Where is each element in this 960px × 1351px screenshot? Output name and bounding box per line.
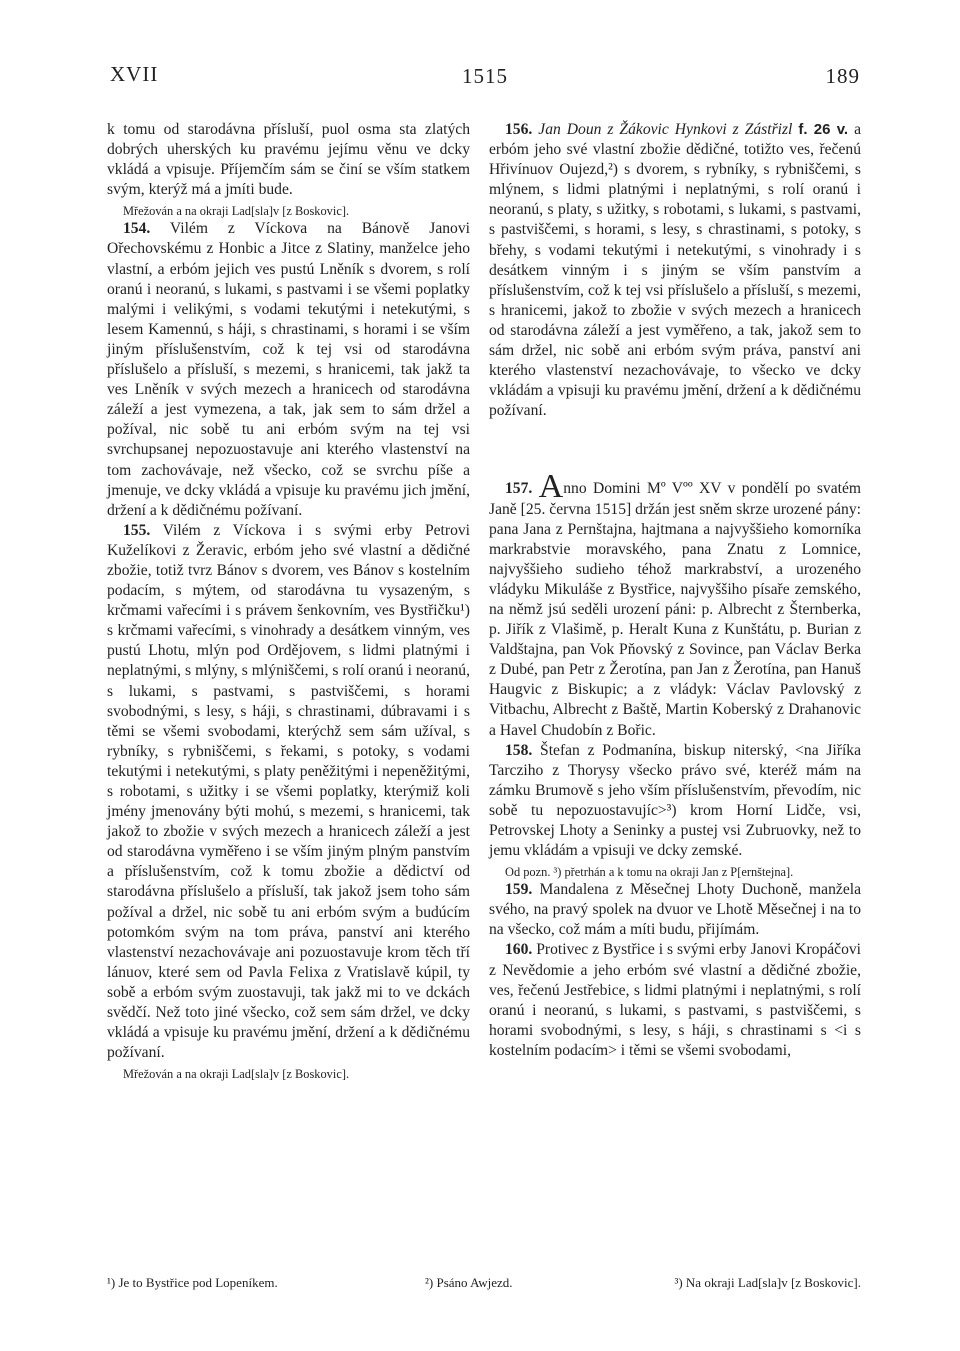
entry-155: [107, 521, 470, 1064]
entry-154-number: 154.: [123, 220, 151, 238]
entry-157: [489, 468, 861, 740]
entry-159-text: Mandalena z Měsečnej Lhoty Duchoně, manžela svého, na pravý spolek na dvuor ve Lhotě Měsečnej i na to na všecko, což mám a míti budu, přijímám.: [489, 881, 861, 939]
entry-160: [489, 940, 861, 1061]
entry-157-number: 157.: [505, 480, 533, 498]
entry-156-heading: Jan Doun z Žákovic Hynkovi z Zástřizl: [538, 121, 793, 138]
entry-159-number: 159.: [505, 881, 533, 899]
right-column: [489, 120, 861, 1061]
left-column: [107, 120, 470, 1082]
page-number: 189: [825, 64, 860, 88]
entry-154: [107, 219, 470, 520]
footnote-3: ³) Na okraji Lad[sla]v [z Boskovic].: [674, 1275, 861, 1290]
entry-155-number: 155.: [123, 521, 151, 539]
entry-159: [489, 880, 861, 940]
entry-155-text: Vilém z Víckova i s svými erby Petrovi Kuželíkovi z Žeravic, erbóm jeho své vlastní a dědičné zbožie, totiž tvrz Bánov s dvorem, ves Bánov s kostelním podacím, s mýtem, od starodávna tu vysazeným, s krčmami vařecími i s právem šenkovním, ves Bystřičku¹) s krčmami vařecími, s vinohrady a desátkem vinným, ves pustú Lhotu, mlýn pod Ordějovem, s lidmi platnými i neplatnými, s mlýny, s mlýniščemi, s rolí oranú i neoranú, s lukami, s pastvami, s pastviščemi, s horami svobodnými, s lesy, s háji, s chrastinami, dúbravami i s těmi se všemi svobodami, kterýchž sem sám užíval, s rybníky, s rybniščemi, s řekami, s potoky, s vodami tekutými i netekutými, s platy peněžitými i nepeněžitými, s robotami, s užitky i se všemi poplatky, kterýmiž koli jmény jmenovány býti mohú, s mezemi, s hranicemi, tak jakož to zbožie v svých mezech a hranicech záleží a jest od starodávna vyměřeno i se vším jiným plným panstvím a příslušenstvím, což k tomu zbožie a dědictví od starodávna příslušelo a přísluší, tak jakož jsem toho sám požíval a držel, nic sobě tu ani erbóm svým a budúcím potomkóm svým na tom práva, panství ani kterého vlastenství nezachovávaje ani pozuostavuje krom těch tří lánuov, které sem od Pavla Felixa z Vratislavě kúpil, ty sobě a erbóm svým zuostavuji, tak jakž mi to ve dckách svědčí. Než toto jiné všecko, což sem sám držel, ve dcky vkládá a vpisuje ku pravému jmění, držení a k dědičnému požívaní.: [107, 521, 470, 1062]
entry-156-text: a erbóm jeho své vlastní zbožie dědičné, totižto ves, řečenú Hřivínuov Oujezd,²) s dvorem, s rybníky, s rybniščemi, s mlýnem, s lidmi platnými i neplatnými, s rolí oranú i neoranú, s platy, s užitky, s robotami, s lukami, s pastvami, s pastviščemi, s horami, s lesy, s chrastinami, s potoky, s břehy, s vodami tekutými i netekutými, s vinohrady i s desátkem vinným i s jiným se vším panstvím a příslušenstvím, což k tej vsi příslušelo a přísluší, s mezemi, s hranicemi, jakož to zbožie v svých mezech a hranicech od starodávna záleží a jest vyměřeno, a tak, jakož sem to sám držel, nic sobě ani erbóm svým práva, panství ani kterého vlastenství nezachovávaje, to všecko ve dcky vkládám a vpisuji ku pravému jmění, držení a k dědičnému požívaní.: [489, 121, 862, 420]
entry-157-initial: A: [538, 468, 564, 506]
entry-158-note: Od pozn. ³) přetrhán a k tomu na okraji Jan z P[ernštejna].: [505, 865, 794, 880]
entry-160-text: Protivec z Bystřice i s svými erby Janovi Kropáčovi z Nevědomie a jeho erbóm své vlastní a dědičné zbožie, ves, řečenú Jestřebice, s lidmi platnými i neplatnými, s rolí oranú i neoranú, s lukami, s pastvami, s pastviščemi, s horami svobodnými, s lesy, s háji, s chrastinami s <i s kostelním podacím> i těmi se všemi svobodami,: [489, 941, 862, 1059]
footnote-1: ¹) Je to Bystřice pod Lopeníkem.: [107, 1275, 278, 1290]
page-header: [110, 62, 860, 92]
entry-158: [489, 741, 861, 862]
entry-153-continuation: k tomu od starodávna přísluší, puol osma sta zlatých dobrých uherských ku pravému jejímu věnu ve dcky vkládá a vpisuje. Příjemčím sám se činí se vším statkem svým, kterýž má a jmíti bude.: [107, 121, 470, 199]
entry-156: [489, 120, 861, 421]
entry-160-number: 160.: [505, 941, 533, 959]
folio-marker: f. 26 v.: [798, 121, 849, 138]
footnote-2: ²) Psáno Awjezd.: [425, 1275, 513, 1290]
entry-153-note: Mřežován a na okraji Lad[sla]v [z Boskovic].: [123, 204, 350, 219]
entry-157-text: nno Domini Mº Vºº XV v pondělí po svatém Janě [25. června 1515] držán jest sněm skrze urozené pány: pana Jana z Pernštajna, hajtmana a najvyššieho komorníka markrabstvie moravského, pana Znatu z Lomnice, najvyššieho sudieho téhož markrabství, a urozeného vládyku Mikuláše z Bystřice, najvyššiho písaře zemského, na němž jsú seděli urození páni: p. Albrecht z Šternberka, p. Jiřík z Vlašimě, p. Heralt Kuna z Kunštátu, p. Burian z Valdštajna, pan Vok Pňovský z Sovince, pan Václav Berka z Dubé, pan Petr z Žerotína, pan Jan z Žerotína, pan Hanuš Haugvic z Biskupic; a z vládyk: Václav Pavlovský z Vitbachu, Albrecht z Baště, Martin Koberský z Drahanovic a Havel Chudobín z Bořic.: [489, 480, 861, 739]
entry-155-note: Mřežován a na okraji Lad[sla]v [z Boskovic].: [123, 1067, 350, 1082]
volume-number: XVII: [110, 62, 159, 86]
year-heading: 1515: [462, 64, 508, 88]
entry-158-text: Štefan z Podmanína, biskup niterský, <na Jiříka Tarcziho z Thorysy všecko právo své, kteréž mám na zámku Brumově s jeho vším příslušenstvím, převodím, nic sobě tu nepozuostavujíc>³) krom Horní Lidče, vsi, Petrovskej Lhoty a Seninky a pustej vsi Zubruovky, než to jemu vkládám a vpisuji ve dcky zemské.: [489, 741, 861, 860]
entry-154-text: Vilém z Víckova na Bánově Janovi Ořechovskému z Honbic a Jitce z Slatiny, manželce jeho vlastní, a erbóm jejich ves pustú Lněník s dvorem, s rolí oranú i neoranú, s lukami, s pastvami i se všemi poplatky malými i velikými, s vodami tekutými i netekutými, s lesem Kamennú, s háji, s chrastinami, s horami i se vším jiným příslušenstvím, což k tej vsi od starodávna příslušelo a přísluší, s mezemi, s hranicemi, tak jakž ta ves Lněník v svých mezech a hranicech od starodávna záleží a jest vymezena, a tak, jak sem to sám držel a požíval, nic sobě tu ani erbóm svým na tej vsi svrchupsanej nepozuostavuje ani kterého vlastenství na tom zachovávaje, než všecko, což se svrchu píše a jmenuje, ve dcky vkládá a vpisuje ku pravému jich jmění, držení a k dědičnému požívaní.: [107, 220, 470, 519]
entry-156-number: 156.: [505, 121, 533, 138]
entry-158-number: 158.: [505, 741, 533, 759]
